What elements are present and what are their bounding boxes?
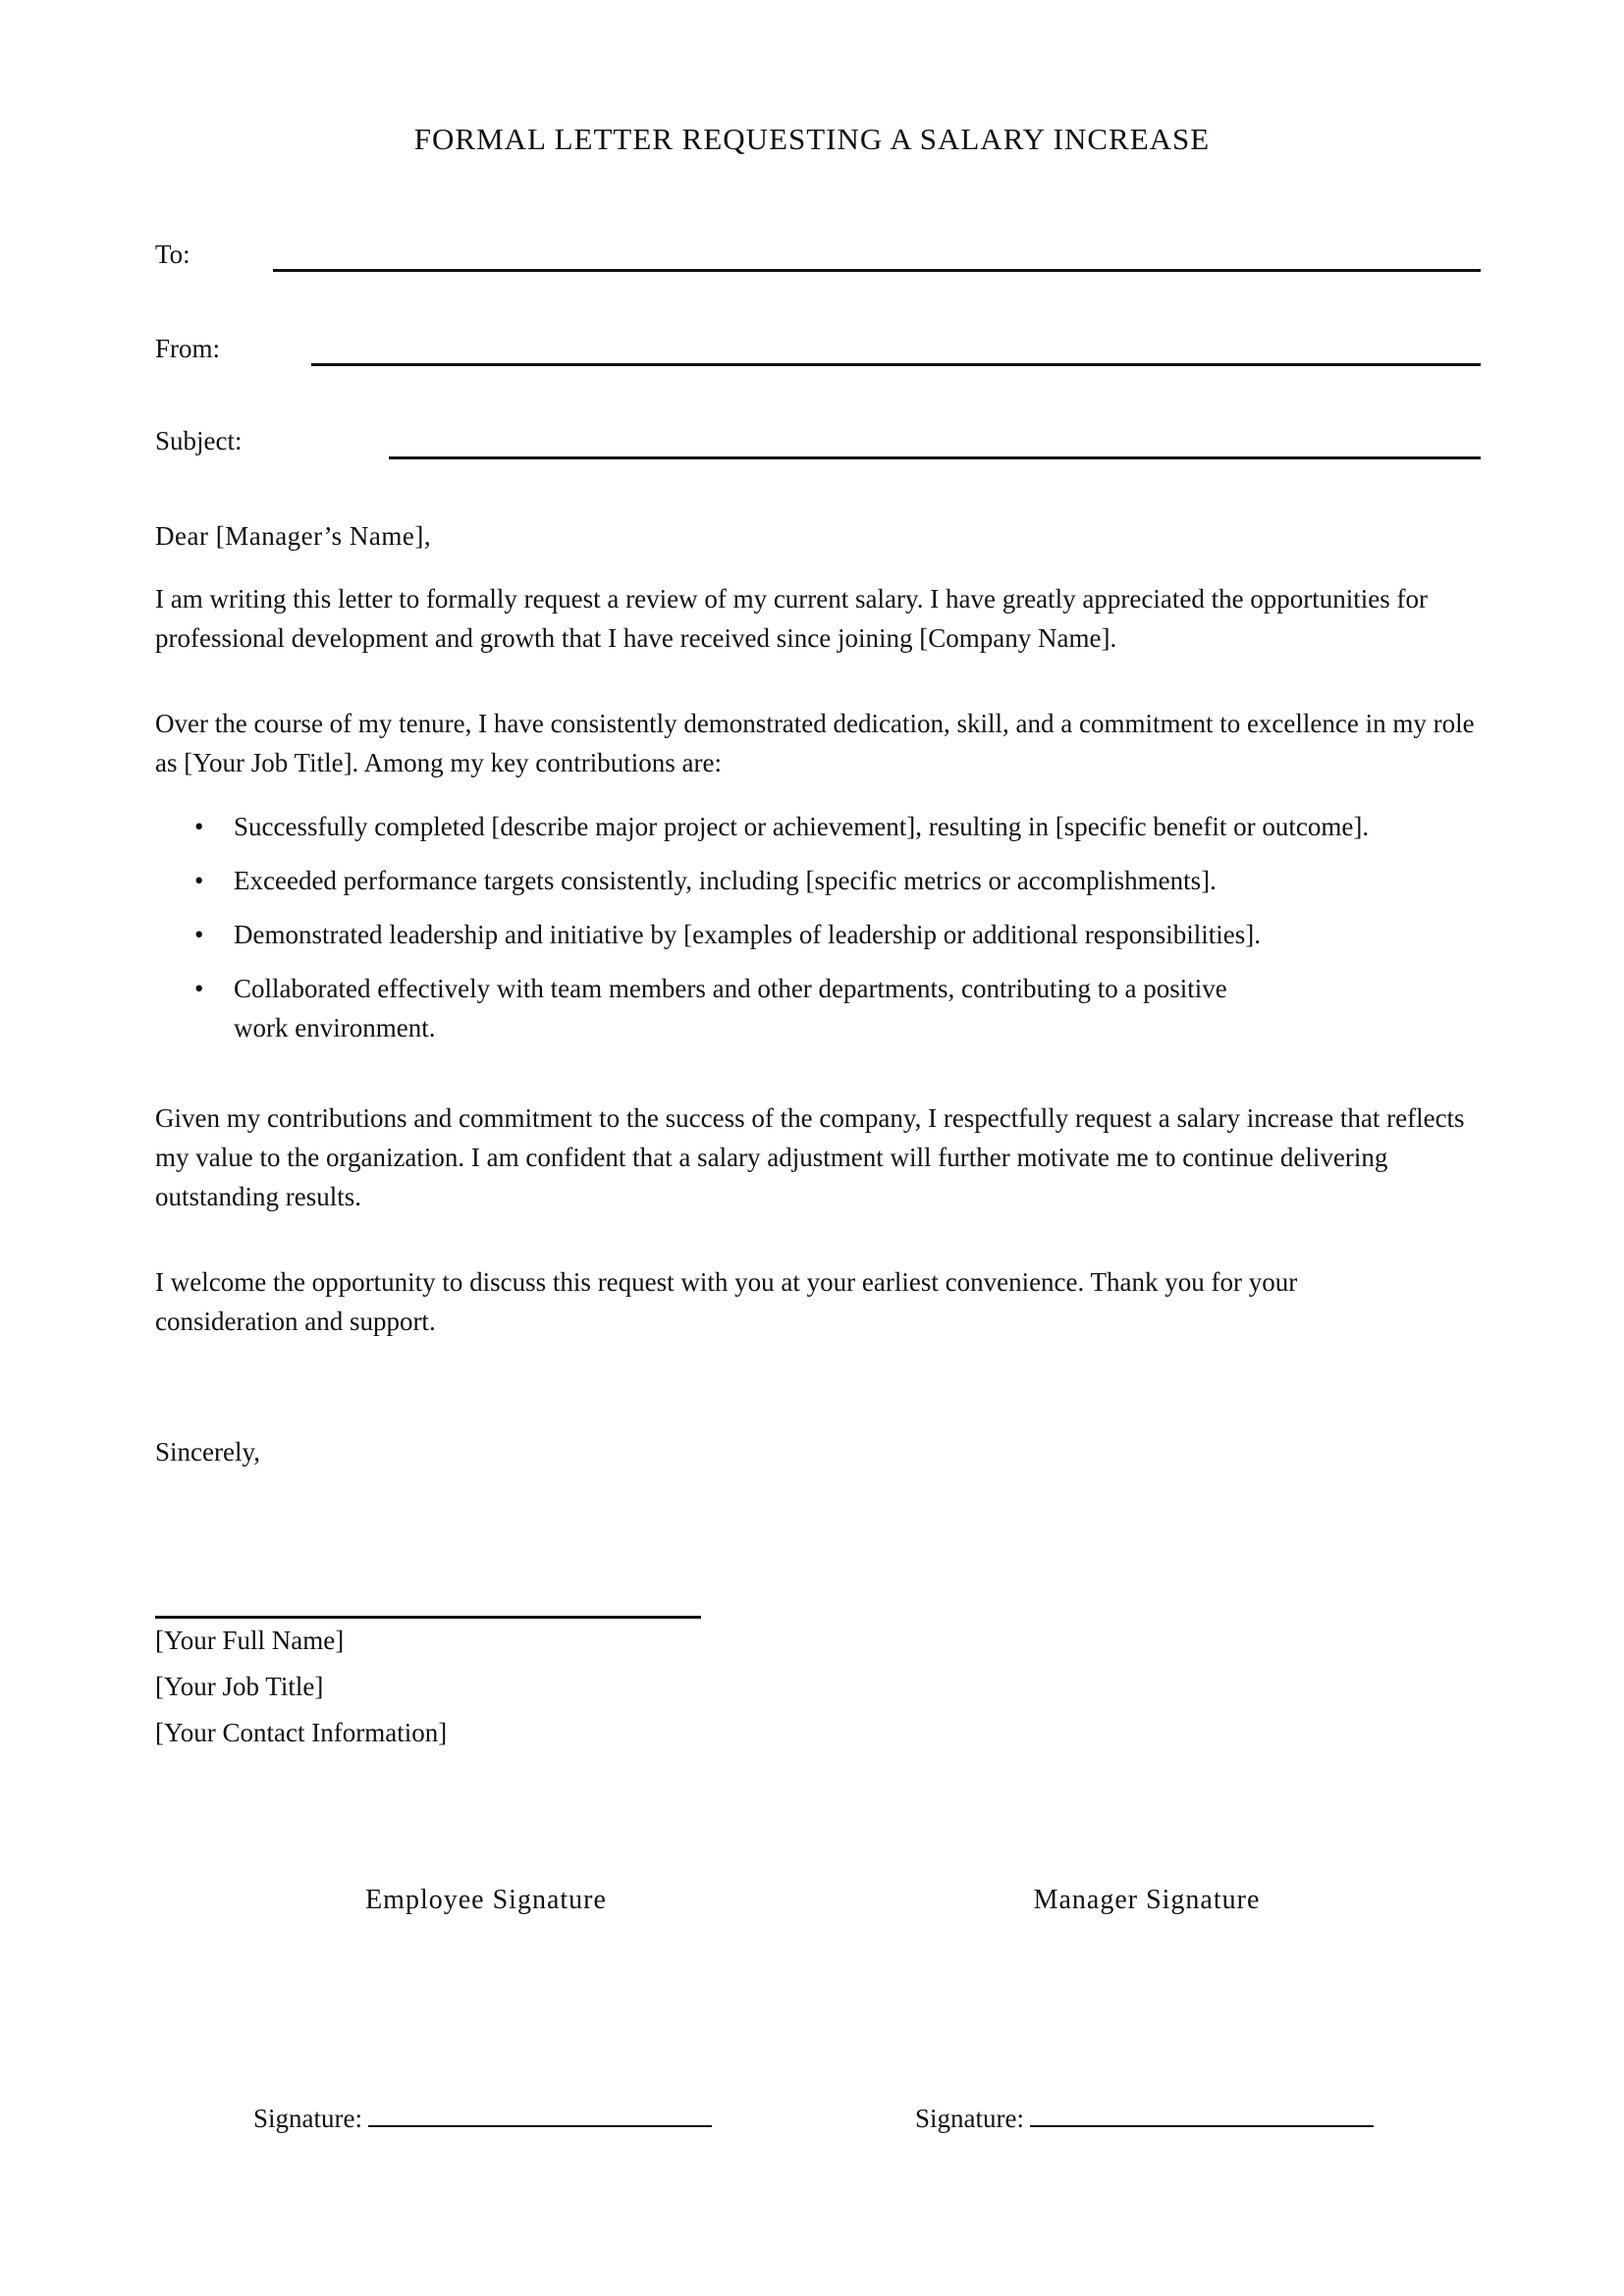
closing-paragraph: I welcome the opportunity to discuss this request with you at your earliest convenience. Thank you for your consideration and support. <box>155 1267 1298 1336</box>
list-item <box>155 969 1481 1047</box>
to-field-line[interactable] <box>273 269 1481 272</box>
bullet-icon: • <box>194 866 204 895</box>
manager-signature-line[interactable] <box>1030 2104 1374 2127</box>
list-item-text: Demonstrated leadership and initiative by [examples of leadership or additional responsibilities]. <box>234 920 1261 949</box>
from-label: From: <box>155 334 221 363</box>
manager-signature-label: Signature: <box>915 2104 1024 2133</box>
employee-signature-label: Signature: <box>253 2104 362 2133</box>
subject-field-line[interactable] <box>389 456 1481 459</box>
list-item-text: Exceeded performance targets consistently, including [specific metrics or accomplishments]. <box>234 866 1217 895</box>
from-field-line[interactable] <box>311 363 1481 366</box>
list-item <box>155 861 1481 900</box>
bullet-icon: • <box>194 920 204 949</box>
manager-signature-field <box>915 2104 1374 2134</box>
list-item <box>155 915 1481 954</box>
intro-paragraph: I am writing this letter to formally request a review of my current salary. I have greatly appreciated the opportunities for professional development and growth that I have received since joining [Company Name]. <box>155 584 1429 653</box>
salutation: Dear [Manager’s Name], <box>155 521 432 551</box>
manager-signature-heading: Manager Signature <box>1033 1885 1261 1915</box>
contributions-list <box>155 807 1481 1047</box>
list-item-text: Collaborated effectively with team members and other departments, contributing to a positive work environment. <box>234 974 1227 1042</box>
list-item <box>155 807 1481 846</box>
employee-signature-field <box>253 2104 712 2134</box>
employee-signature-line[interactable] <box>368 2104 712 2127</box>
signoff: Sincerely, <box>155 1437 260 1467</box>
document-title: FORMAL LETTER REQUESTING A SALARY INCREASE <box>413 122 1211 156</box>
employee-signature-heading: Employee Signature <box>365 1885 607 1915</box>
sender-contact: [Your Contact Information] <box>155 1718 448 1747</box>
bullet-icon: • <box>194 812 204 841</box>
list-item-text: Successfully completed [describe major project or achievement], resulting in [specific benefit or outcome]. <box>234 812 1370 841</box>
sender-job-title: [Your Job Title] <box>155 1672 324 1701</box>
sender-name: [Your Full Name] <box>155 1626 345 1655</box>
subject-label: Subject: <box>155 426 243 455</box>
bullet-icon: • <box>194 974 204 1003</box>
tenure-paragraph: Over the course of my tenure, I have consistently demonstrated dedication, skill, and a commitment to excellence in my role as [Your Job Title]. Among my key contributions are: <box>155 709 1475 777</box>
to-label: To: <box>155 240 190 269</box>
request-paragraph: Given my contributions and commitment to the success of the company, I respectfully request a salary increase that reflects my value to the organization. I am confident that a salary adjustment will further motivate me to continue delivering outstanding results. <box>155 1103 1465 1211</box>
sender-signature-line[interactable] <box>155 1616 701 1619</box>
